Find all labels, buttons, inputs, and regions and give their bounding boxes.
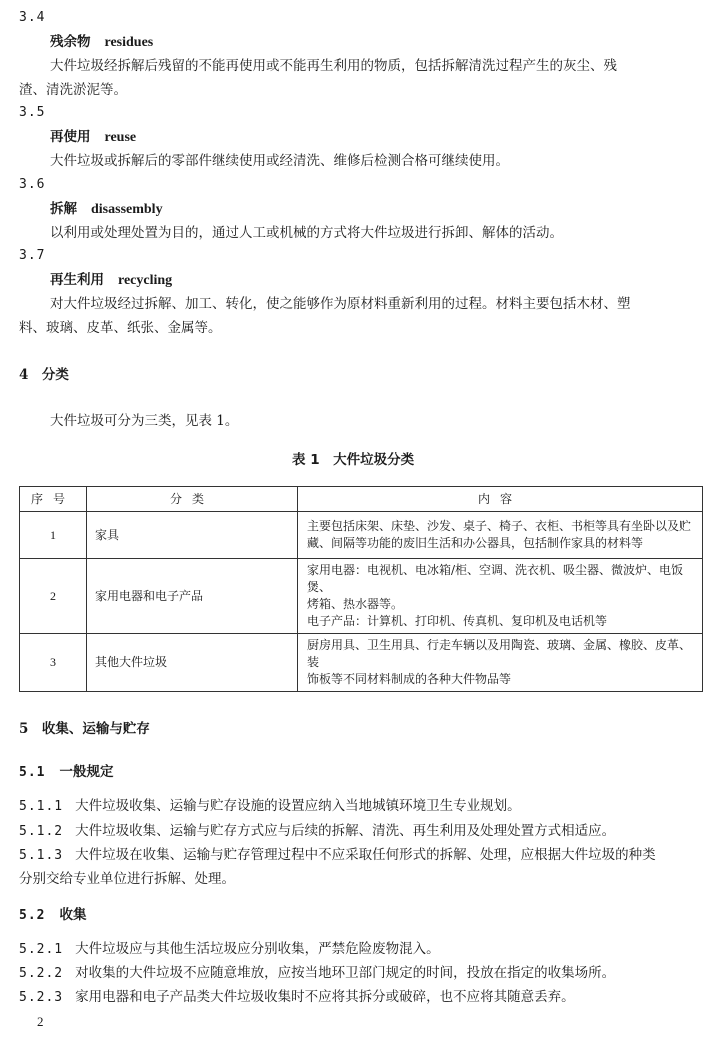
subsection-title: 收集 [59, 907, 87, 923]
content-line: 藏、间隔等功能的废旧生活和办公器具，包括制作家具的材料等 [307, 536, 644, 550]
term-zh: 拆解 [50, 201, 77, 217]
clause [19, 940, 440, 959]
cell-content [298, 512, 703, 559]
term-en: residues [104, 35, 154, 50]
clause-text: 对收集的大件垃圾不应随意堆放，应按当地环卫部门规定的时间，投放在指定的收集场所。 [75, 965, 616, 981]
term-definition: 大件垃圾或拆解后的零部件继续使用或经清洗、维修后检测合格可继续使用。 [50, 153, 509, 169]
content-line: 烤箱、热水器等。 [307, 597, 404, 611]
subsection-heading [19, 763, 113, 782]
column-header: 序号 [20, 487, 87, 512]
term-title [50, 200, 163, 219]
column-header: 分类 [87, 487, 298, 512]
term-en: recycling [118, 273, 173, 288]
clause-continuation: 分别交给专业单位进行拆解、处理。 [19, 871, 235, 887]
subsection-heading [19, 906, 86, 925]
table-row [20, 559, 703, 634]
clause-number: 5.2.2 [19, 966, 64, 981]
cell-number: 2 [20, 559, 87, 634]
term-definition: 料、玻璃、皮革、纸张、金属等。 [19, 320, 222, 336]
column-header: 内容 [298, 487, 703, 512]
term-title [50, 128, 136, 147]
term-title [50, 33, 153, 52]
cell-category: 家具 [87, 512, 298, 559]
clause-number: 5.2.3 [19, 990, 64, 1005]
clause-text: 大件垃圾在收集、运输与贮存管理过程中不应采取任何形式的拆解、处理，应根据大件垃圾的种类 [75, 847, 656, 863]
clause-text: 大件垃圾收集、运输与贮存设施的设置应纳入当地城镇环境卫生专业规划。 [75, 798, 521, 814]
cell-number: 1 [20, 512, 87, 559]
clause-text: 大件垃圾收集、运输与贮存方式应与后续的拆解、清洗、再生利用及处理处置方式相适应。 [75, 823, 616, 839]
term-number: 3.7 [19, 248, 46, 263]
content-line: 电子产品：计算机、打印机、传真机、复印机及电话机等 [307, 614, 608, 628]
subsection-number: 5.1 [19, 765, 46, 780]
clause [19, 797, 521, 816]
classification-table [19, 486, 703, 692]
section-heading: 4 分类 [19, 367, 69, 383]
cell-category: 其他大件垃圾 [87, 634, 298, 692]
clause [19, 846, 656, 865]
cell-content [298, 559, 703, 634]
term-definition: 以利用或处理处置为目的，通过人工或机械的方式将大件垃圾进行拆卸、解体的活动。 [50, 225, 563, 241]
term-en: disassembly [91, 202, 163, 217]
term-zh: 再生利用 [50, 272, 104, 288]
table-caption: 表 1 大件垃圾分类 [292, 452, 415, 468]
content-line: 厨房用具、卫生用具、行走车辆以及用陶瓷、玻璃、金属、橡胶、皮革、装 [307, 638, 692, 669]
section-intro: 大件垃圾可分为三类，见表 1。 [50, 413, 239, 429]
term-zh: 再使用 [50, 129, 91, 145]
clause [19, 964, 615, 983]
cell-content [298, 634, 703, 692]
content-line: 家用电器：电视机、电冰箱/柜、空调、洗衣机、吸尘器、微波炉、电饭煲、 [307, 563, 684, 594]
subsection-title: 一般规定 [59, 764, 114, 780]
table-row [20, 512, 703, 559]
page-number: 2 [37, 1014, 44, 1029]
content-line: 主要包括床架、床垫、沙发、桌子、椅子、衣柜、书柜等具有坐卧以及贮 [307, 519, 692, 533]
term-number: 3.6 [19, 177, 46, 192]
cell-category: 家用电器和电子产品 [87, 559, 298, 634]
clause-number: 5.2.1 [19, 942, 64, 957]
term-number: 3.4 [19, 10, 46, 25]
clause [19, 822, 615, 841]
cell-number: 3 [20, 634, 87, 692]
table-row [20, 634, 703, 692]
subsection-number: 5.2 [19, 908, 46, 923]
term-definition: 对大件垃圾经过拆解、加工、转化，使之能够作为原材料重新利用的过程。材料主要包括木材、塑 [50, 296, 631, 312]
table-header-row [20, 487, 703, 512]
clause-text: 家用电器和电子产品类大件垃圾收集时不应将其拆分或破碎，也不应将其随意丢弃。 [75, 989, 575, 1005]
clause [19, 988, 575, 1007]
term-zh: 残余物 [50, 34, 91, 50]
content-line: 饰板等不同材料制成的各种大件物品等 [307, 672, 512, 686]
term-en: reuse [104, 130, 137, 145]
clause-number: 5.1.1 [19, 799, 64, 814]
clause-number: 5.1.3 [19, 848, 64, 863]
clause-number: 5.1.2 [19, 824, 64, 839]
section-heading: 5 收集、运输与贮存 [19, 721, 150, 737]
term-title [50, 271, 172, 290]
term-number: 3.5 [19, 105, 46, 120]
clause-text: 大件垃圾应与其他生活垃圾应分别收集，严禁危险废物混入。 [75, 941, 440, 957]
term-definition: 渣、清洗淤泥等。 [19, 82, 127, 98]
term-definition: 大件垃圾经拆解后残留的不能再使用或不能再生利用的物质，包括拆解清洗过程产生的灰尘、残 [50, 58, 617, 74]
